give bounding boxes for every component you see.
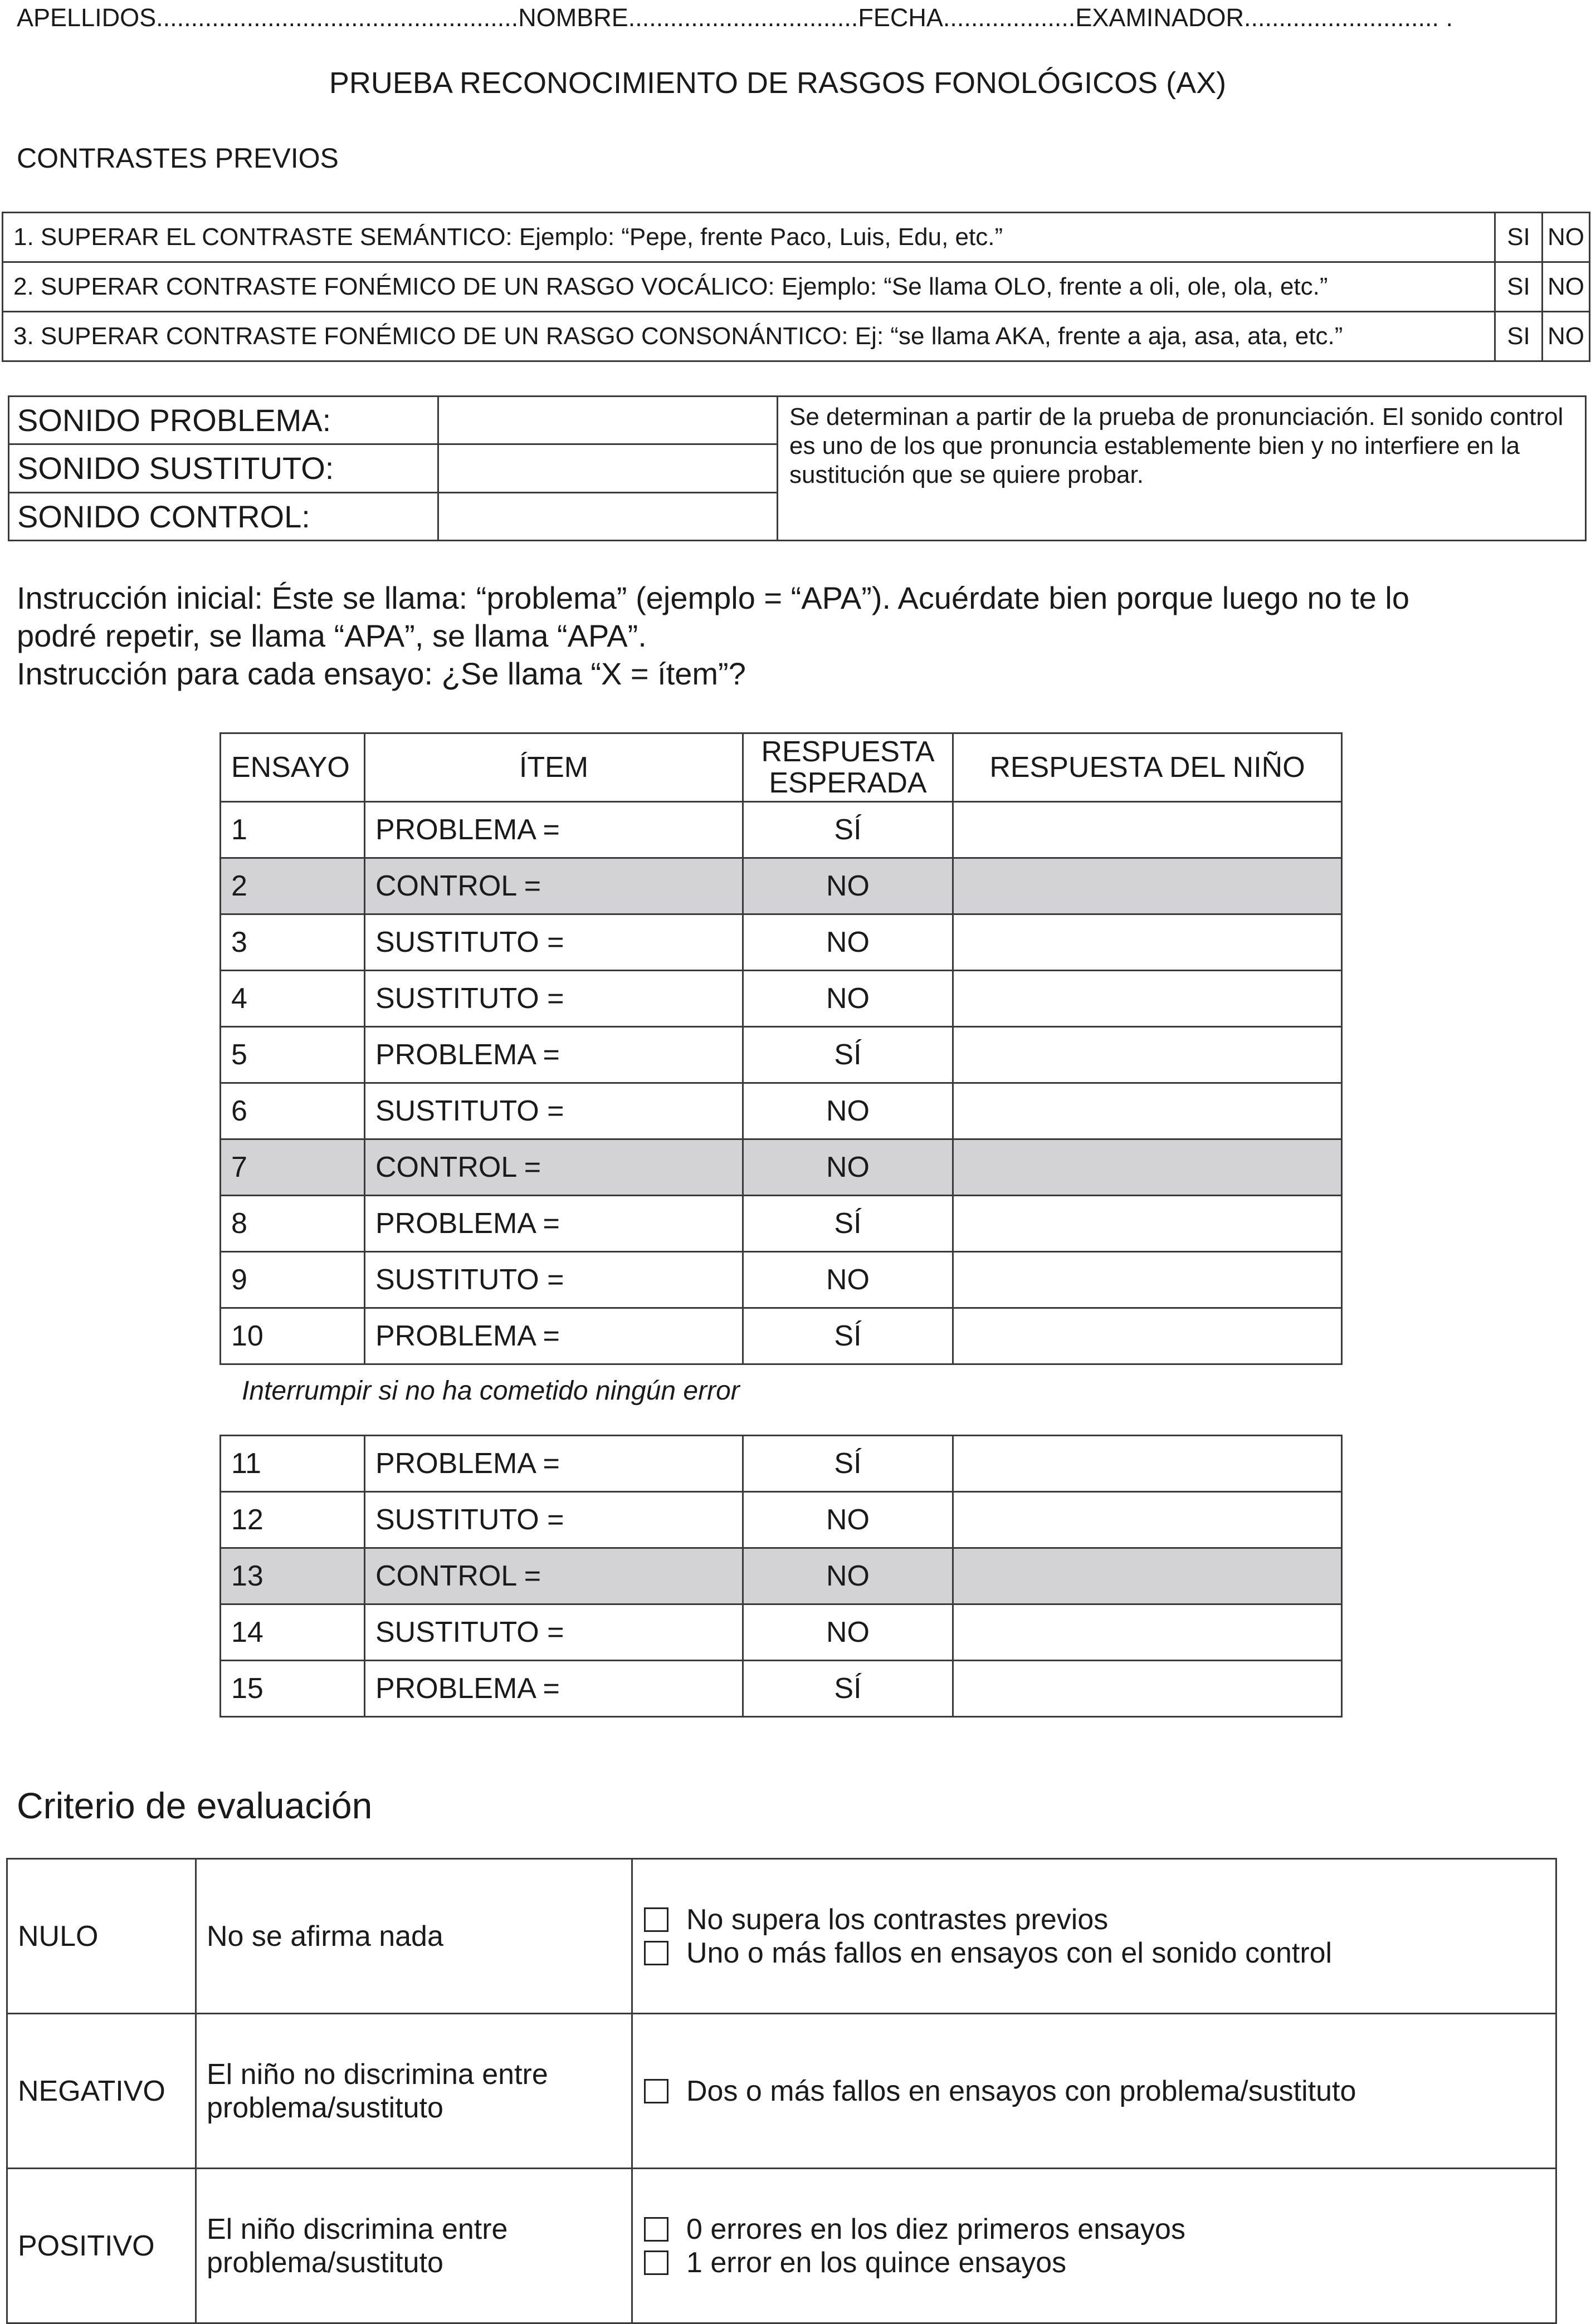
- trial-child-answer[interactable]: [953, 1492, 1342, 1548]
- si-option[interactable]: SI: [1495, 262, 1543, 312]
- trial-child-answer[interactable]: [953, 858, 1342, 914]
- trial-child-answer[interactable]: [953, 1139, 1342, 1196]
- trial-item: CONTROL =: [365, 858, 743, 914]
- trial-item: CONTROL =: [365, 1548, 743, 1604]
- trial-item: CONTROL =: [365, 1139, 743, 1196]
- form-header: [17, 3, 1577, 37]
- trial-number: 14: [221, 1604, 365, 1661]
- instruction-initial-cont: podré repetir, se llama “APA”, se llama “APA”.: [17, 618, 647, 653]
- criterio-row-negativo: [7, 2014, 1556, 2169]
- criterio-description: No se afirma nada: [196, 1859, 632, 2014]
- trial-row: [221, 1196, 1342, 1252]
- trial-item: SUSTITUTO =: [365, 1604, 743, 1661]
- trial-expected: NO: [743, 858, 953, 914]
- trial-child-answer[interactable]: [953, 802, 1342, 858]
- no-option[interactable]: NO: [1543, 312, 1590, 361]
- trials-table-2: [219, 1435, 1343, 1718]
- trial-expected: SÍ: [743, 1661, 953, 1717]
- criterio-level: NEGATIVO: [7, 2014, 196, 2169]
- criterio-description: El niño discrimina entre problema/sustituto: [196, 2169, 632, 2323]
- trial-row: [221, 914, 1342, 971]
- nombre-field[interactable]: NOMBRE.................................: [518, 3, 858, 32]
- trial-number: 11: [221, 1436, 365, 1492]
- criterio-table: [6, 1858, 1557, 2324]
- instruction-initial: Instrucción inicial: Éste se llama: “problema” (ejemplo = “APA”). Acuérdate bien porque luego no te lo: [17, 580, 1410, 615]
- trial-row: [221, 1661, 1342, 1717]
- trial-row: [221, 971, 1342, 1027]
- trial-item: SUSTITUTO =: [365, 971, 743, 1027]
- contrastes-table: [2, 212, 1590, 362]
- trial-child-answer[interactable]: [953, 1548, 1342, 1604]
- header-item: ÍTEM: [365, 733, 743, 802]
- option-label: Dos o más fallos en ensayos con problema/sustituto: [686, 2075, 1356, 2107]
- examinador-field[interactable]: EXAMINADOR............................ .: [1075, 3, 1453, 32]
- criterio-options: [632, 1859, 1556, 2014]
- trial-child-answer[interactable]: [953, 1252, 1342, 1308]
- trial-item: PROBLEMA =: [365, 1308, 743, 1364]
- trial-item: PROBLEMA =: [365, 802, 743, 858]
- contrastes-previos-label: CONTRASTES PREVIOS: [17, 143, 339, 174]
- trial-number: 7: [221, 1139, 365, 1196]
- trial-item: SUSTITUTO =: [365, 1083, 743, 1139]
- trial-row: [221, 1492, 1342, 1548]
- trials-header-row: [221, 733, 1342, 802]
- criterio-options: [632, 2014, 1556, 2169]
- trial-number: 5: [221, 1027, 365, 1083]
- trial-expected: SÍ: [743, 1436, 953, 1492]
- trial-child-answer[interactable]: [953, 971, 1342, 1027]
- trial-row: [221, 1083, 1342, 1139]
- trial-row: [221, 802, 1342, 858]
- instruction-trial: Instrucción para cada ensayo: ¿Se llama “X = ítem”?: [17, 656, 746, 691]
- instructions: [17, 579, 1521, 693]
- trial-row: [221, 1436, 1342, 1492]
- criterio-level: NULO: [7, 1859, 196, 2014]
- option-label: Uno o más fallos en ensayos con el sonido control: [686, 1936, 1333, 1969]
- trial-number: 1: [221, 802, 365, 858]
- contraste-row: [3, 213, 1590, 262]
- trial-number: 13: [221, 1548, 365, 1604]
- trial-child-answer[interactable]: [953, 1604, 1342, 1661]
- option-label: No supera los contrastes previos: [686, 1903, 1109, 1936]
- trial-row: [221, 1252, 1342, 1308]
- sonidos-table: [8, 395, 1587, 541]
- trial-expected: SÍ: [743, 1308, 953, 1364]
- trial-number: 6: [221, 1083, 365, 1139]
- header-respuesta-esperada: RESPUESTA ESPERADA: [743, 733, 953, 802]
- sonido-control-input[interactable]: [438, 492, 778, 540]
- criterio-level: POSITIVO: [7, 2169, 196, 2323]
- trial-expected: NO: [743, 1252, 953, 1308]
- apellidos-field[interactable]: APELLIDOS....................................................: [17, 3, 519, 32]
- criterio-title: Criterio de evaluación: [17, 1785, 373, 1826]
- no-option[interactable]: NO: [1543, 213, 1590, 262]
- criterio-options: [632, 2169, 1556, 2323]
- sonidos-note: Se determinan a partir de la prueba de pronunciación. El sonido control es uno de los que pronuncia establemente bien y no interfiere en la sustitución que se quiere probar.: [778, 397, 1586, 541]
- trial-item: PROBLEMA =: [365, 1027, 743, 1083]
- trial-number: 12: [221, 1492, 365, 1548]
- trial-row: [221, 1027, 1342, 1083]
- criterio-description: El niño no discrimina entre problema/sustituto: [196, 2014, 632, 2169]
- criterio-row-positivo: [7, 2169, 1556, 2323]
- no-option[interactable]: NO: [1543, 262, 1590, 312]
- trial-row: [221, 1548, 1342, 1604]
- trial-child-answer[interactable]: [953, 1308, 1342, 1364]
- si-option[interactable]: SI: [1495, 213, 1543, 262]
- trial-child-answer[interactable]: [953, 914, 1342, 971]
- trials-table-1: [219, 732, 1343, 1365]
- trial-child-answer[interactable]: [953, 1027, 1342, 1083]
- trial-expected: NO: [743, 1083, 953, 1139]
- sonido-sustituto-input[interactable]: [438, 444, 778, 492]
- interrupt-note: Interrumpir si no ha cometido ningún error: [242, 1376, 740, 1406]
- sonido-control-label: SONIDO CONTROL:: [9, 492, 438, 540]
- trial-item: PROBLEMA =: [365, 1436, 743, 1492]
- contraste-text: 1. SUPERAR EL CONTRASTE SEMÁNTICO: Ejemplo: “Pepe, frente Paco, Luis, Edu, etc.”: [3, 213, 1495, 262]
- fecha-field[interactable]: FECHA...................: [858, 3, 1076, 32]
- trial-item: PROBLEMA =: [365, 1661, 743, 1717]
- trial-number: 10: [221, 1308, 365, 1364]
- trial-child-answer[interactable]: [953, 1196, 1342, 1252]
- checkbox[interactable]: [644, 1907, 668, 1932]
- trial-expected: NO: [743, 1492, 953, 1548]
- trial-child-answer[interactable]: [953, 1436, 1342, 1492]
- trial-expected: SÍ: [743, 1027, 953, 1083]
- si-option[interactable]: SI: [1495, 312, 1543, 361]
- trial-item: PROBLEMA =: [365, 1196, 743, 1252]
- trial-item: SUSTITUTO =: [365, 1492, 743, 1548]
- trial-expected: SÍ: [743, 1196, 953, 1252]
- contraste-text: 3. SUPERAR CONTRASTE FONÉMICO DE UN RASGO CONSONÁNTICO: Ej: “se llama AKA, frente a aja, asa, ata, etc.”: [3, 312, 1495, 361]
- sonido-problema-input[interactable]: [438, 397, 778, 444]
- trial-expected: SÍ: [743, 802, 953, 858]
- trial-number: 15: [221, 1661, 365, 1717]
- trial-number: 4: [221, 971, 365, 1027]
- option-label: 1 error en los quince ensayos: [686, 2246, 1067, 2279]
- page-title: PRUEBA RECONOCIMIENTO DE RASGOS FONOLÓGICOS (AX): [329, 66, 1227, 100]
- contraste-text: 2. SUPERAR CONTRASTE FONÉMICO DE UN RASGO VOCÁLICO: Ejemplo: “Se llama OLO, frente a oli, ole, ola, etc.”: [3, 262, 1495, 312]
- trial-number: 2: [221, 858, 365, 914]
- checkbox[interactable]: [644, 2250, 668, 2275]
- trial-row: [221, 1604, 1342, 1661]
- sonido-problema-label: SONIDO PROBLEMA:: [9, 397, 438, 444]
- trial-expected: NO: [743, 1139, 953, 1196]
- trial-child-answer[interactable]: [953, 1661, 1342, 1717]
- trial-item: SUSTITUTO =: [365, 914, 743, 971]
- trial-row: [221, 1139, 1342, 1196]
- trial-item: SUSTITUTO =: [365, 1252, 743, 1308]
- checkbox[interactable]: [644, 1941, 668, 1965]
- header-ensayo: ENSAYO: [221, 733, 365, 802]
- trial-child-answer[interactable]: [953, 1083, 1342, 1139]
- trial-expected: NO: [743, 971, 953, 1027]
- checkbox[interactable]: [644, 2079, 668, 2103]
- trial-row: [221, 1308, 1342, 1364]
- trial-number: 8: [221, 1196, 365, 1252]
- criterio-row-nulo: [7, 1859, 1556, 2014]
- trial-row: [221, 858, 1342, 914]
- contraste-row: [3, 312, 1590, 361]
- trial-expected: NO: [743, 914, 953, 971]
- trial-number: 9: [221, 1252, 365, 1308]
- trial-number: 3: [221, 914, 365, 971]
- checkbox[interactable]: [644, 2217, 668, 2242]
- trial-expected: NO: [743, 1604, 953, 1661]
- header-respuesta-nino: RESPUESTA DEL NIÑO: [953, 733, 1342, 802]
- trial-expected: NO: [743, 1548, 953, 1604]
- sonido-sustituto-label: SONIDO SUSTITUTO:: [9, 444, 438, 492]
- option-label: 0 errores en los diez primeros ensayos: [686, 2213, 1185, 2245]
- contraste-row: [3, 262, 1590, 312]
